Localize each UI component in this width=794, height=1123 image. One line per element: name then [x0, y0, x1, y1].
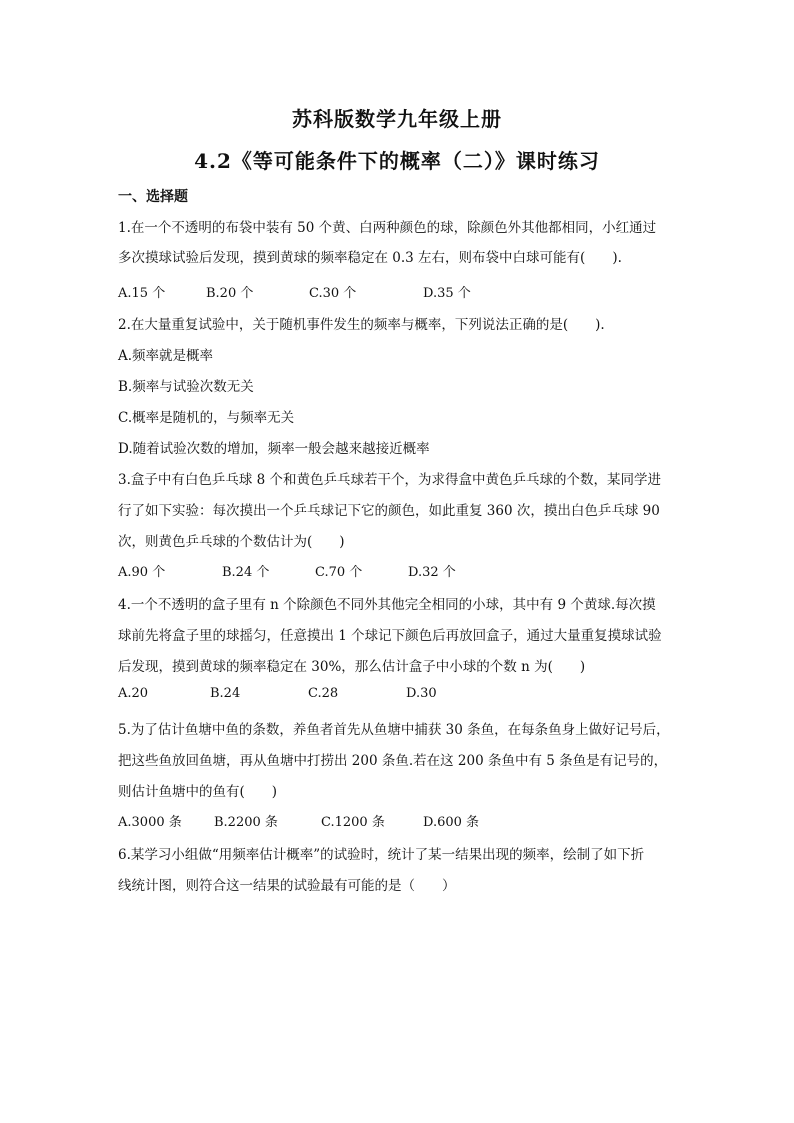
q1-option-a: A.15 个 [118, 286, 166, 301]
q3-option-d: D.32 个 [408, 565, 456, 580]
q4-stem-line-1: 4.一个不透明的盒子里有 n 个除颜色不同外其他完全相同的小球，其中有 9 个黄球.每次摸 [118, 597, 656, 613]
q1-option-d: D.35 个 [423, 286, 471, 301]
q1-option-c: C.30 个 [309, 286, 357, 301]
q3-option-a: A.90 个 [118, 565, 166, 580]
q2-option-c: C.概率是随机的，与频率无关 [118, 410, 295, 426]
q4-stem-line-3: 后发现，摸到黄球的频率稳定在 30%，那么估计盒子中小球的个数 n 为( ) [118, 659, 586, 675]
document-title: 苏科版数学九年级上册 [292, 107, 502, 131]
q5-stem-line-3: 则估计鱼塘中的鱼有( ) [118, 784, 278, 800]
q2-stem: 2.在大量重复试验中，关于随机事件发生的频率与概率，下列说法正确的是( ). [118, 317, 605, 333]
q5-option-d: D.600 条 [423, 815, 480, 830]
q3-option-b: B.24 个 [222, 565, 270, 580]
q4-option-a: A.20 [118, 686, 149, 701]
q2-option-d: D.随着试验次数的增加，频率一般会越来越接近概率 [118, 441, 430, 457]
q1-option-b: B.20 个 [206, 286, 254, 301]
q5-option-c: C.1200 条 [321, 815, 385, 830]
q2-option-a: A.频率就是概率 [118, 348, 214, 364]
q4-option-c: C.28 [308, 686, 339, 701]
q3-stem-line-2: 行了如下实验：每次摸出一个乒乓球记下它的颜色，如此重复 360 次，摸出白色乒乓球 90 [118, 503, 660, 519]
q3-option-c: C.70 个 [315, 565, 363, 580]
q5-stem-line-2: 把这些鱼放回鱼塘，再从鱼塘中打捞出 200 条鱼.若在这 200 条鱼中有 5 条鱼是有记号的， [118, 753, 668, 769]
q6-stem-line-2: 线统计图，则符合这一结果的试验最有可能的是（ ） [118, 878, 456, 894]
q5-stem-line-1: 5.为了估计鱼塘中鱼的条数，养鱼者首先从鱼塘中捕获 30 条鱼，在每条鱼身上做好记号后， [118, 722, 670, 738]
q4-option-b: B.24 [210, 686, 241, 701]
q1-stem-line-1: 1.在一个不透明的布袋中装有 50 个黄、白两种颜色的球，除颜色外其他都相同，小红通过 [118, 220, 657, 236]
section-heading: 一、选择题 [118, 189, 188, 205]
document-subtitle: 4.2《等可能条件下的概率（二）》课时练习 [194, 149, 600, 173]
q5-option-b: B.2200 条 [214, 815, 278, 830]
q4-option-d: D.30 [406, 686, 437, 701]
q4-stem-line-2: 球前先将盒子里的球摇匀，任意摸出 1 个球记下颜色后再放回盒子，通过大量重复摸球试验 [118, 628, 662, 644]
q3-stem-line-1: 3.盒子中有白色乒乓球 8 个和黄色乒乓球若干个，为求得盒中黄色乒乓球的个数，某同学进 [118, 472, 662, 488]
q5-option-a: A.3000 条 [118, 815, 182, 830]
q1-stem-line-2: 多次摸球试验后发现，摸到黄球的频率稳定在 0.3 左右，则布袋中白球可能有( ). [118, 250, 622, 266]
q6-stem-line-1: 6.某学习小组做“用频率估计概率”的试验时，统计了某一结果出现的频率，绘制了如下折 [118, 847, 645, 863]
q3-stem-line-3: 次，则黄色乒乓球的个数估计为( ) [118, 534, 345, 550]
q2-option-b: B.频率与试验次数无关 [118, 379, 254, 395]
